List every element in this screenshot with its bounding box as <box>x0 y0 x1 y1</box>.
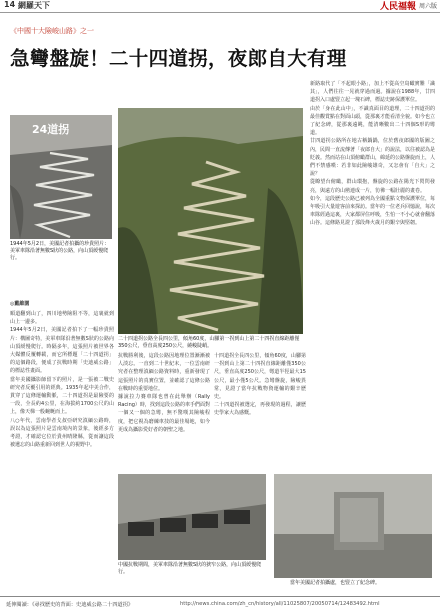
article-text-left: 順道翻到山了，四川地勢險阻不等，這裏就到山上一邊多。 1944年5月2日，美國記者拍下了一幅珍貴照片：構圖奇特，美軍車隊沿著無數S狀的公路向山頂緩慢爬行。時隔多年，這張照片被世界各大媒體反覆轉載，而它所標題「二十四道拐」的這個路段，便成了抗戰時期「史迪威公路」的標誌性畫面。 當年美國攝影師留下的照片，是一張被二戰史研究者反覆引用的經典。1935年起中美合作，貫穿了這條運輸動脈，二十四道拐是最險要的一段，全長約4公里，在海拔約1700公尺的山上，像天梯一般蜿蜒而上。 八○年代，雲南學者戈叔亞研究滇緬公路時，誤以為這張照片是雲南境內的景象，後經多方考證，才確認它位於貴州晴隆縣，從而讓這段被遺忘的山路重新回到世人的視野中。 <box>10 311 114 449</box>
aerial-road-image <box>118 108 303 334</box>
article-text-mid2: 十四道拐全長四公里，傾角60度，山腳第一拐到山上第二十四拐直線距離僅350公尺，垂直高度250公尺，彎道半徑最大15公尺，最小僅5公尺。急彎盤旋，險峻異常，見證了當年抗戰物資運輸的艱辛歷史。 二十四道拐被選定，再發現的過程，讓歷史學家大為感慨。 <box>214 353 306 417</box>
further-reading-url[interactable]: http://news.china.com/zh_cn/history/all/11025807/20050714/12483492.html <box>180 601 380 607</box>
historic-photo-caption: 1944年5月2日，美國記者拍攝的珍貴照片：美軍車隊沿著無數S狀的公路，向山頂緩慢爬行。 <box>10 241 110 261</box>
aerial-road-photo <box>118 108 303 334</box>
monument-image <box>274 474 432 578</box>
monument-photo-caption: 當年美國記者拍攝處，也豎立了紀念碑。 <box>290 580 381 586</box>
page-header <box>0 0 440 13</box>
page-number: 14 <box>4 0 16 9</box>
article-column-right <box>310 80 435 380</box>
article-author: ◎戴維園 <box>10 301 30 307</box>
article-column-mid <box>118 352 210 470</box>
monument-photo <box>274 474 432 578</box>
convoy-photo <box>118 474 266 560</box>
further-reading: 延伸閱讀：《尋找歷史的背面：史迪威公路二十四道拐》 <box>6 602 134 608</box>
convoy-photo-caption: 中國抗戰期間，美軍車隊沿著無數S狀的狹窄公路，向山頂緩慢爬行。 <box>118 562 262 575</box>
headline: 急彎盤旋！二十四道拐，夜郎自大有理 <box>10 47 347 70</box>
brand-logo: 人民福報 <box>379 2 416 12</box>
photo-label: 24道拐 <box>32 123 70 136</box>
footer <box>0 596 440 610</box>
aerial-photo-caption: 二十四道拐公路全長四公里，傾角60度，山腳第一拐到山上第二十四拐直線距離僅350公尺，垂直高度250公尺，繞峻陡峭。 <box>118 336 300 349</box>
series-label: 《中國十大險峻山路》之一 <box>10 27 94 35</box>
historic-road-photo <box>10 115 112 239</box>
article-text-right: 新路取代了「不起眼小路」，加上不從高空鳥瞰實難「識其」，人們往往一晃就穿過而過。據說在1988年，廿四道拐入口處豎立起一塊石碑，標誌史跡保護單位。 由於「身在此山中」，不識真面目的道理，二十四道拐的最佳觀賞點在對面山頭，從那裏才能看清全貌。如今也立了紀念碑，從那裏遠眺，能清晰數出二十四個S形的彎道。 廿四道拐公路所在地古稱鍋鍋，位於舊夜郎國的版圖之內，民間一直流傳著「夜郎自大」的說法，以往被認為是貶義。然而站在山頂俯瞰群山，綿延的公路盤旋而上，人們不禁感嘆：若非如此險峻雄奇，又怎會有「自大」之說？ 從瞭望台俯瞰，群山環抱，盤旋的公路在陽光下閃閃發亮，與遠方的山巒連成一片，彷彿一幅壯麗的畫卷。 如今，這段歷史公路已被列為全國重點文物保護單位，每年吸引大量遊客前來探訪。當年的一位老兵回憶說，每次車隊經過這裏，大家都屏住呼吸，生怕一不小心就會翻落山谷。這條路見證了那段烽火歲月的艱辛與堅韌。 <box>310 81 435 227</box>
article-column-mid2 <box>214 352 306 470</box>
article-text-mid: 抗戰勝利後，這段公路因地理位置漸漸被人淡忘。一直到二十世紀末，一位雲南研究者在整理滇緬公路資料時，重新發現了這張照片的真實位置，並確認了這條公路在戰時的重要地位。 據說拉力賽車隊也曾在此舉辦（Rally Racing）時，找到這段公路的車手們面對一個又一個的急彎，無不驚嘆其險峻程度，把它視為磨練車技的最佳場地，如今更成為攝影愛好者的朝聖之地。 <box>118 353 210 433</box>
article-column-left <box>10 310 114 594</box>
section-name: 網羅天下 <box>18 1 50 10</box>
brand-sub: 周六版 <box>418 3 437 10</box>
convoy-image <box>118 474 266 560</box>
